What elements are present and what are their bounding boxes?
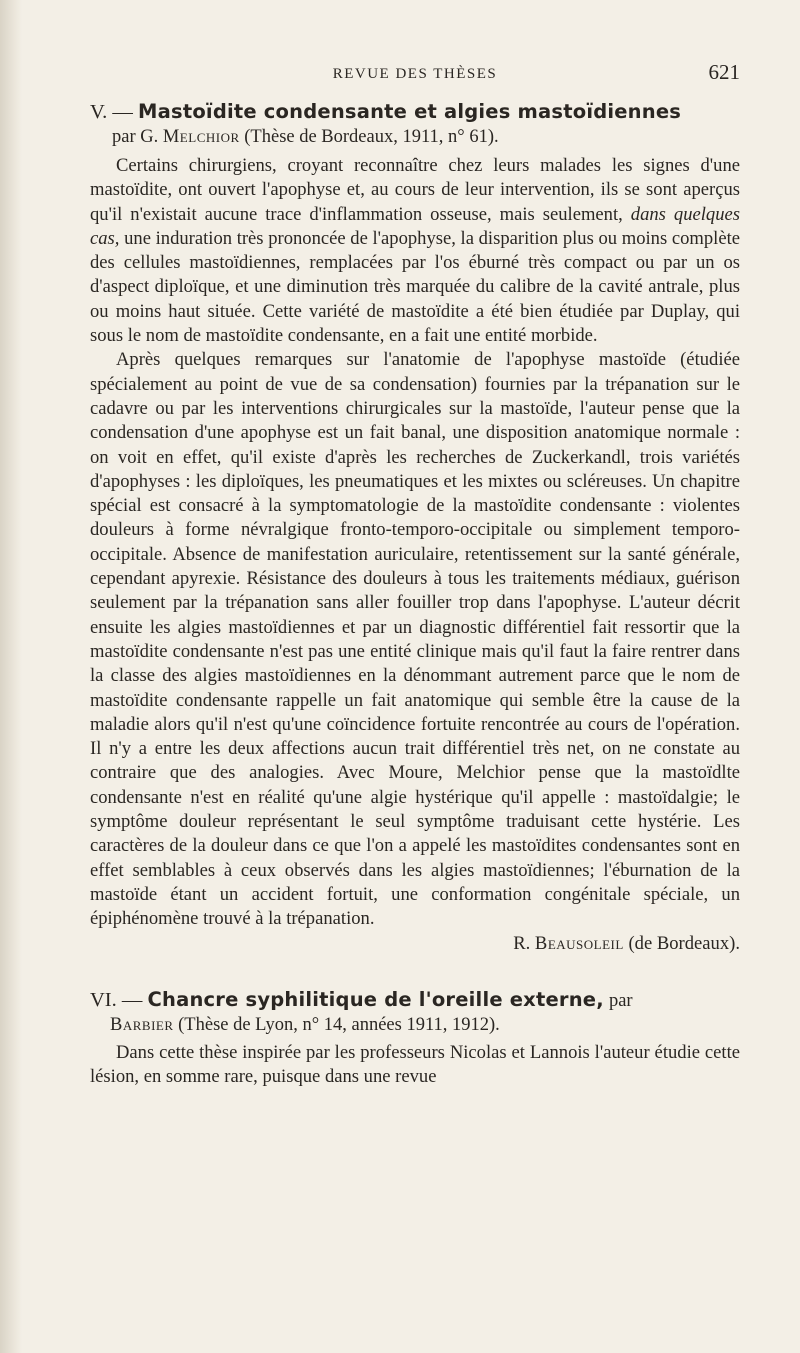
article-5-paragraph-1 (90, 154, 740, 348)
running-title: REVUE DES THÈSES (332, 66, 498, 82)
article-5-signature-line (90, 932, 740, 956)
article-5-para1-emphasis: dans quelques cas, (90, 203, 740, 249)
article-5-para1-text-a: Certains chirurgiens, croyant reconnaître chez leurs malades les signes d'une mastoïdite, ont ouvert l'apophyse et, au cours de leur intervention, ils se sont aperçus qu'il n'existait aucune trace d'inflammation osseuse, mais seulement, (90, 155, 740, 225)
article-6-title-tail: par (608, 990, 633, 1011)
article-5-source: (Thèse de Bordeaux, 1911, n° 61). (244, 127, 499, 147)
article-6-author: Barbier (110, 1014, 174, 1035)
article-5-number: V. — (90, 101, 133, 123)
article-6-byline (110, 1013, 740, 1037)
article-6-source: (Thèse de Lyon, n° 14, années 1911, 1912). (178, 1014, 500, 1035)
signature-name: Beausoleil (534, 932, 624, 954)
page-number: 621 (708, 60, 740, 84)
section-gap (90, 956, 740, 982)
article-5-byline (112, 124, 740, 150)
signature-initial: R. (513, 932, 531, 954)
article-5-title: Mastoïdite condensante et algies mastoïdiennes (138, 100, 682, 123)
signature-place: (de Bordeaux). (628, 932, 740, 954)
article-5-author: Melchior (162, 127, 240, 147)
article-6-title: Chancre syphilitique de l'oreille externe, (147, 987, 604, 1011)
article-5-para1-text-b: une induration très prononcée de l'apophyse, la disparition plus ou moins complète des cellules mastoïdiennes, remplacées par l'os éburné très compact ou par un os d'aspect diploïque, et une diminution très marquée du calibre de la cavité antrale, plus ou moins haut située. Cette variété de mastoïdite a été bien étudiée par Duplay, qui sous le nom de mastoïdite condensante, en a fait une entité morbide. (90, 227, 740, 347)
article-6-paragraph-1: Dans cette thèse inspirée par les professeurs Nicolas et Lannois l'auteur étudie cette lésion, en somme rare, puisque dans une revue (90, 1041, 740, 1088)
article-6-number: VI. — (90, 988, 143, 1011)
article-5-byline-prefix: par G. (112, 127, 159, 147)
article-5-paragraph-2: Après quelques remarques sur l'anatomie de l'apophyse mastoïde (étudiée spécialement au point de vue de sa condensation) fournies par la trépanation sur le cadavre ou par les interventions chirurgicales sur la mastoïde, l'auteur pense que la condensation d'une apophyse est un fait banal, une disposition anatomique normale : on voit en effet, qu'il existe d'après les recherches de Zuckerkandl, trois variétés d'apophyses : les diploïques, les pneumatiques et les mixtes ou scléreuses. Un chapitre spécial est consacré à la symptomatologie de la mastoïdite condensante : violentes douleurs à forme névralgique fronto-temporo-occipitale ou simplement temporo-occipitale. Absence de manifestation auriculaire, retentissement sur la santé générale, cependant apyrexie. Résistance des douleurs à tous les traitements médiaux, guérison seulement par la trépanation sans aller fouiller trop dans l'apophyse. L'auteur décrit ensuite les algies mastoïdiennes et par un diagnostic différentiel fait ressortir que la mastoïdite condensante n'est pas une entité clinique mais qu'il faut la faire rentrer dans la classe des algies mastoïdiennes en la dénommant autrement parce que le nom de mastoïdite condensante rappelle un fait anatomique qui semble être la cause de la maladie alors qu'il n'est qu'une coïncidence fortuite rencontrée au cours de l'opération. Il n'y a entre les deux affections aucun trait différentiel très net, on ne constate au contraire que des analogies. Avec Moure, Melchior pense que la mastoïdlte condensante n'est en réalité qu'une algie hystérique qu'il appelle : mastoïdalgie; le symptôme douleur représentant le seul symptôme traduisant cette hystérie. Les caractères de la douleur dans ce que l'on a appelé les mastoïdites condensantes sont en effet semblables à ceux observés dans les algies mastoïdiennes; l'éburnation de la mastoïde étant un accident fortuit, une conformation congénitale spéciale, un épiphénomène trouvé à la trépanation. (90, 349, 740, 930)
document-page (90, 60, 740, 1089)
article-5-signature (513, 932, 740, 956)
article-5-heading (90, 100, 740, 124)
page-edge-shadow (0, 0, 22, 1353)
article-6-heading (90, 988, 740, 1013)
page-header (90, 60, 740, 90)
